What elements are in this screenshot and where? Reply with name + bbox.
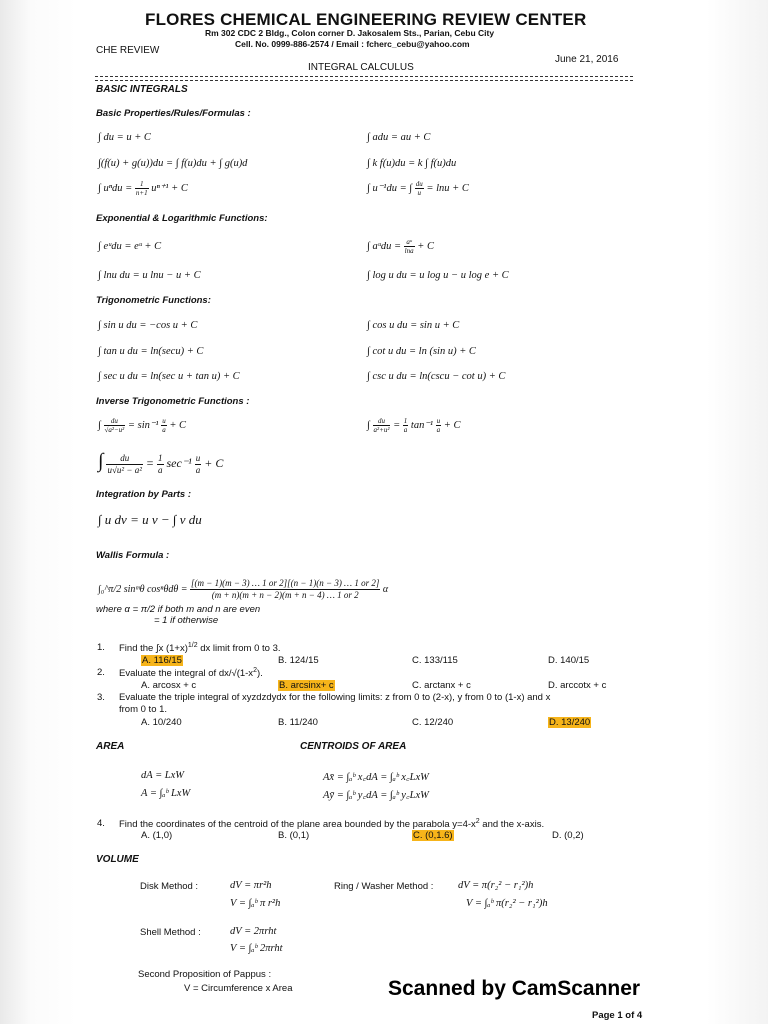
document-title: FLORES CHEMICAL ENGINEERING REVIEW CENTER <box>145 10 587 29</box>
section-area: AREA <box>96 741 125 752</box>
formula-ring-dv: dV = π(r₂² − r₁²)h <box>458 880 534 891</box>
header-address: Rm 302 CDC 2 Bldg., Colon corner D. Jakosalem Sts., Parian, Cebu City <box>205 28 495 38</box>
formula-area-a: A = ∫ₐᵇ LxW <box>141 788 191 799</box>
header-divider <box>95 76 633 77</box>
page-number: Page 1 of 4 <box>592 1010 643 1021</box>
formula-wallis: ∫₀^π/2 sinᵐθ cosⁿθdθ = $\frac{[(m - 1)(m - 3) \dots 1 or 2][(n - 1)(n - 3) \dots 1 or 2]}{(m + n)(m + n - 2)(m + n - 4) \dots 1 or 2}$ α <box>98 578 389 600</box>
subsection-inverse-trig: Inverse Trigonometric Functions : <box>96 396 250 407</box>
header-course-label: CHE REVIEW <box>96 45 160 56</box>
formula-cos: ∫ cos u du = sin u + C <box>367 320 460 331</box>
pappus-label: Second Proposition of Pappus : <box>138 969 272 980</box>
ring-method-label: Ring / Washer Method : <box>334 881 434 892</box>
formula-arcsec: ∫ $\frac{du}{\text{u√u² − a²}}$ = $\frac{1}{a}$ sec⁻¹ $\frac{u}{a}$ + C <box>98 450 224 475</box>
wallis-otherwise: = 1 if otherwise <box>154 615 219 626</box>
question-3-choice-c: C. 12/240 <box>412 717 454 728</box>
question-3-text-cont: from 0 to 1. <box>119 704 168 715</box>
question-2-text: Evaluate the integral of $dx/√(1-x^2)$. <box>119 667 263 680</box>
formula-tan: ∫ tan u du = ln(secu) + C <box>98 346 204 357</box>
formula-adu: ∫ adu = au + C <box>367 132 431 143</box>
subsection-by-parts: Integration by Parts : <box>96 489 192 500</box>
header-divider-2 <box>95 80 633 81</box>
wallis-where: where α = π/2 if both m and n are even <box>96 604 261 615</box>
question-2-choice-c: C. arctanx + c <box>412 680 471 691</box>
question-3-choice-a: A. 10/240 <box>141 717 182 728</box>
section-basic-integrals: BASIC INTEGRALS <box>96 84 188 95</box>
formula-a-power: ∫ aᵘdu = $\frac{\text{aᵘ}}{\ln a}$ + C <box>367 238 434 255</box>
formula-constant-rule: ∫ k f(u)du = k ∫ f(u)du <box>367 158 457 169</box>
formula-arctan: ∫ $\frac{du}{\text{a²+u²}}$ = $\frac{1}{a}$ tan⁻¹ $\frac{u}{a}$ + C <box>367 417 461 434</box>
question-1-choice-b: B. 124/15 <box>278 655 319 666</box>
question-1-number: 1. <box>97 642 105 653</box>
formula-shell-dv: dV = 2πrht <box>230 926 277 937</box>
question-2-choice-b: B. arcsinx+ c <box>279 680 334 691</box>
formula-ring-v: V = ∫ₐᵇ π(r₂² − r₁²)h <box>466 898 548 909</box>
pappus-formula: V = Circumference x Area <box>184 983 293 994</box>
formula-shell-v: V = ∫ₐᵇ 2πrht <box>230 943 283 954</box>
formula-centroid-x: Ax̄ = ∫ₐᵇ x꜀dA = ∫ₐᵇ x꜀LxW <box>323 772 429 783</box>
formula-reciprocal-rule: ∫ u⁻¹du = ∫ $\frac{du}{u}$ = lnu + C <box>367 180 469 197</box>
question-1-choice-c: C. 133/115 <box>412 655 458 666</box>
formula-disk-v: V = ∫ₐᵇ π r²h <box>230 898 281 909</box>
formula-by-parts: ∫ u dv = u v − ∫ v du <box>98 512 202 527</box>
formula-sum-rule: ∫(f(u) + g(u))du = ∫ f(u)du + ∫ g(u)d <box>98 158 248 169</box>
subsection-trig: Trigonometric Functions: <box>96 295 211 306</box>
subsection-wallis: Wallis Formula : <box>96 550 170 561</box>
subsection-basic-properties: Basic Properties/Rules/Formulas : <box>96 108 251 119</box>
question-2-choice-a: A. arcosx + c <box>141 680 197 691</box>
shell-method-label: Shell Method : <box>140 927 201 938</box>
formula-exp: ∫ eᵘdu = eᵘ + C <box>98 241 162 252</box>
formula-sin: ∫ sin u du = −cos u + C <box>98 320 198 331</box>
section-volume: VOLUME <box>96 854 139 865</box>
header-contact: Cell. No. 0999-886-2574 / Email : fcherc_cebu@yahoo.com <box>235 39 470 49</box>
question-4-choice-c: C. (0,1.6) <box>413 830 453 841</box>
question-3-text: Evaluate the triple integral of xyzdzdydx for the following limits: z from 0 to (2-x), y from 0 to (1-x) and x <box>119 692 551 703</box>
formula-arcsin: ∫ $\frac{du}{\text{√a²−u²}}$ = sin⁻¹ $\frac{u}{a}$ + C <box>98 417 187 434</box>
header-subject: INTEGRAL CALCULUS <box>308 62 414 73</box>
question-3-number: 3. <box>97 692 105 703</box>
question-1-choice-d: D. 140/15 <box>548 655 590 666</box>
disk-method-label: Disk Method : <box>140 881 199 892</box>
header-date: June 21, 2016 <box>555 54 619 65</box>
question-4-text: Find the coordinates of the centroid of the plane area bounded by the parabola $y=4-x^2$ and the x-axis. <box>119 818 545 831</box>
formula-centroid-y: Aȳ = ∫ₐᵇ y꜀dA = ∫ₐᵇ y꜀LxW <box>323 790 429 801</box>
formula-du: ∫ du = u + C <box>98 132 151 143</box>
question-3-choice-b: B. 11/240 <box>278 717 318 728</box>
question-2-number: 2. <box>97 667 105 678</box>
question-3-choice-d: D. 13/240 <box>549 717 591 728</box>
section-centroids: CENTROIDS OF AREA <box>300 741 407 752</box>
formula-ln: ∫ lnu du = u lnu − u + C <box>98 270 201 281</box>
question-1-choice-a: A. 116/15 <box>142 655 182 666</box>
formula-sec: ∫ sec u du = ln(sec u + tan u) + C <box>98 371 240 382</box>
formula-power-rule: ∫ uⁿdu = $\frac{1}{n+1}$ uⁿ⁺¹ + C <box>98 180 188 197</box>
formula-disk-dv: dV = πr²h <box>230 880 272 891</box>
question-4-choice-a: A. (1,0) <box>141 830 173 841</box>
question-4-choice-d: D. (0,2) <box>552 830 584 841</box>
question-1-text: Find the ∫x $(1+x)^{1/2}$ dx limit from 0 to 3. <box>119 642 281 655</box>
formula-log: ∫ log u du = u log u − u log e + C <box>367 270 509 281</box>
question-4-number: 4. <box>97 818 105 829</box>
question-2-choice-d: D. arccotx + c <box>548 680 607 691</box>
formula-area-da: dA = LxW <box>141 770 185 781</box>
formula-csc: ∫ csc u du = ln(cscu − cot u) + C <box>367 371 506 382</box>
question-4-choice-b: B. (0,1) <box>278 830 310 841</box>
formula-cot: ∫ cot u du = ln (sin u) + C <box>367 346 476 357</box>
camscanner-watermark: Scanned by CamScanner <box>388 977 641 1000</box>
subsection-exp-log: Exponential & Logarithmic Functions: <box>96 213 268 224</box>
